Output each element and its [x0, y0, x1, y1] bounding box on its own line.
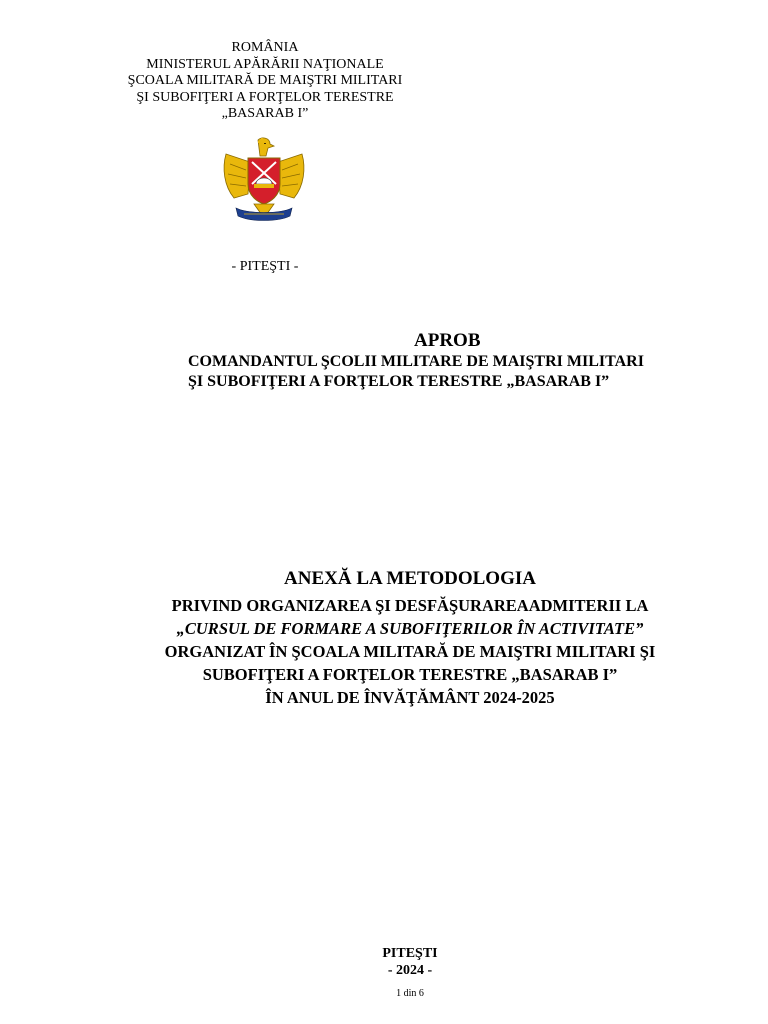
- title-line-4: SUBOFIŢERI A FORŢELOR TERESTRE „BASARAB I”: [202, 665, 618, 684]
- header-line-school-cont: ŞI SUBOFIŢERI A FORŢELOR TERESTRE: [136, 89, 394, 105]
- institution-header: [60, 40, 470, 123]
- document-title: [40, 566, 768, 709]
- header-line-country: ROMÂNIA: [231, 40, 299, 55]
- title-line-course: „CURSUL DE FORMARE A SUBOFIŢERILOR ÎN ACTIVITATE”: [176, 619, 644, 638]
- approval-line-commander: COMANDANTUL ŞCOLII MILITARE DE MAIŞTRI MILITARI: [188, 353, 644, 370]
- title-line-1: PRIVIND ORGANIZAREA ŞI DESFĂŞURAREAADMITERII LA: [171, 596, 649, 615]
- approval-block: [188, 330, 718, 392]
- header-line-ministry: MINISTERUL APĂRĂRII NAŢIONALE: [146, 56, 384, 72]
- approval-heading: APROB: [414, 330, 481, 351]
- title-heading: ANEXĂ LA METODOLOGIA: [284, 568, 536, 589]
- coat-of-arms-icon: [218, 134, 310, 226]
- footer-city: PITEŞTI: [382, 946, 438, 961]
- page-number: 1 din 6: [396, 988, 424, 999]
- approval-line-school: ŞI SUBOFIŢERI A FORŢELOR TERESTRE „BASARAB I”: [188, 373, 610, 390]
- header-line-school: ŞCOALA MILITARĂ DE MAIŞTRI MILITARI: [127, 73, 403, 88]
- header-city: - PITEŞTI -: [231, 259, 299, 274]
- header-line-school-name: „BASARAB I”: [221, 106, 309, 121]
- title-line-3: ORGANIZAT ÎN ŞCOALA MILITARĂ DE MAIŞTRI MILITARI ŞI: [164, 642, 656, 661]
- footer-year: - 2024 -: [387, 963, 433, 978]
- title-line-5: ÎN ANUL DE ÎNVĂŢĂMÂNT 2024-2025: [265, 688, 555, 707]
- footer: [310, 945, 510, 979]
